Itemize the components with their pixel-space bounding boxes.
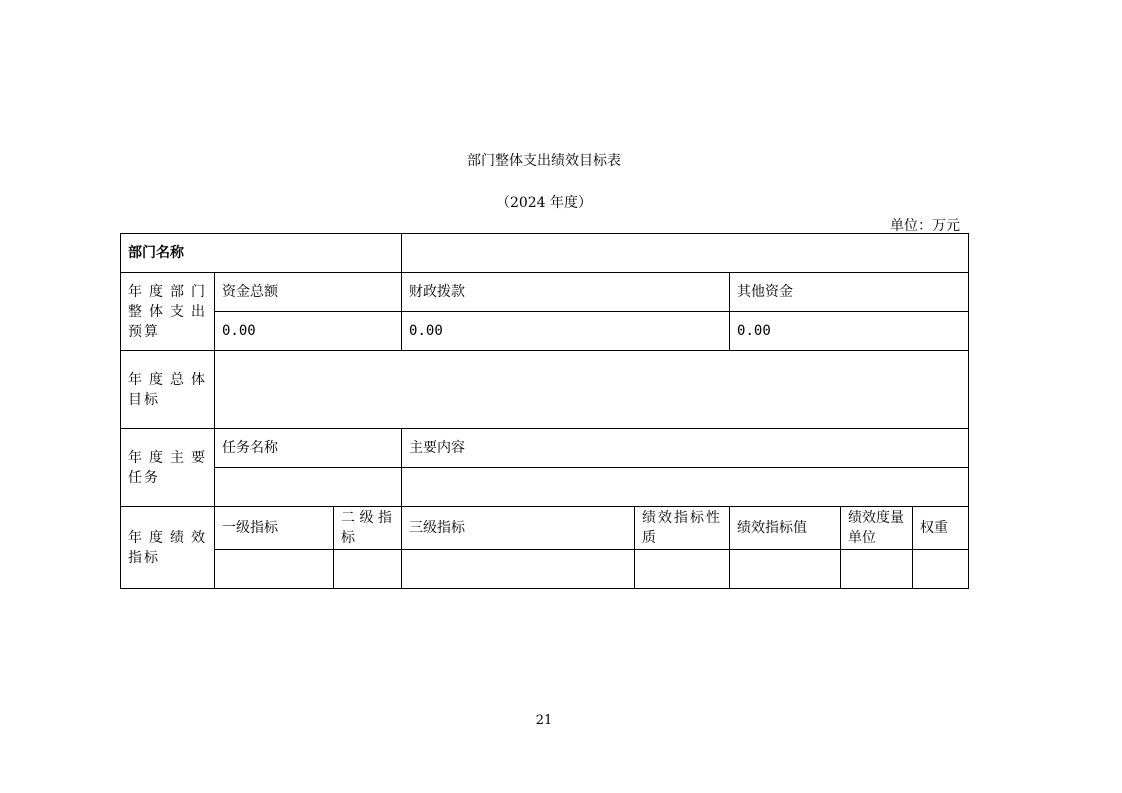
indicator-header-level2: 二级指标	[334, 507, 402, 550]
year-subtitle: （2024 年度）	[495, 195, 593, 211]
page-title: 部门整体支出绩效目标表	[467, 153, 621, 169]
dept-name-value	[402, 234, 969, 273]
indicator-cell	[635, 550, 730, 589]
goal-label: 年度总体目标	[121, 351, 215, 429]
indicator-cell	[730, 550, 841, 589]
indicator-header-unit: 绩效度量单位	[841, 507, 913, 550]
dept-name-label: 部门名称	[121, 234, 402, 273]
task-label: 年度主要任务	[121, 429, 215, 507]
task-header-content: 主要内容	[402, 429, 969, 468]
indicator-header-level3: 三级指标	[402, 507, 635, 550]
indicator-header-row	[121, 507, 969, 550]
budget-header-fiscal: 财政拨款	[402, 273, 730, 312]
indicator-cell	[913, 550, 969, 589]
dept-name-row	[121, 234, 969, 273]
indicator-header-value: 绩效指标值	[730, 507, 841, 550]
budget-value-fiscal: 0.00	[402, 312, 730, 351]
performance-target-table	[120, 233, 969, 589]
indicator-row	[121, 550, 969, 589]
indicator-header-weight: 权重	[913, 507, 969, 550]
goal-row	[121, 351, 969, 429]
budget-header-row	[121, 273, 969, 312]
indicator-header-level1: 一级指标	[215, 507, 334, 550]
budget-header-other: 其他资金	[730, 273, 969, 312]
task-content-cell	[402, 468, 969, 507]
budget-value-total: 0.00	[215, 312, 402, 351]
unit-label: 单位：万元	[890, 218, 960, 234]
indicator-cell	[402, 550, 635, 589]
indicator-cell	[841, 550, 913, 589]
budget-value-other: 0.00	[730, 312, 969, 351]
indicator-header-nature: 绩效指标性质	[635, 507, 730, 550]
indicator-cell	[334, 550, 402, 589]
goal-value	[215, 351, 969, 429]
task-name-cell	[215, 468, 402, 507]
budget-value-row	[121, 312, 969, 351]
budget-label: 年度部门整体支出预算	[121, 273, 215, 351]
indicator-cell	[215, 550, 334, 589]
budget-header-total: 资金总额	[215, 273, 402, 312]
task-row	[121, 468, 969, 507]
indicator-label: 年度绩效指标	[121, 507, 215, 589]
task-header-row	[121, 429, 969, 468]
task-header-name: 任务名称	[215, 429, 402, 468]
page-number: 21	[535, 713, 553, 728]
